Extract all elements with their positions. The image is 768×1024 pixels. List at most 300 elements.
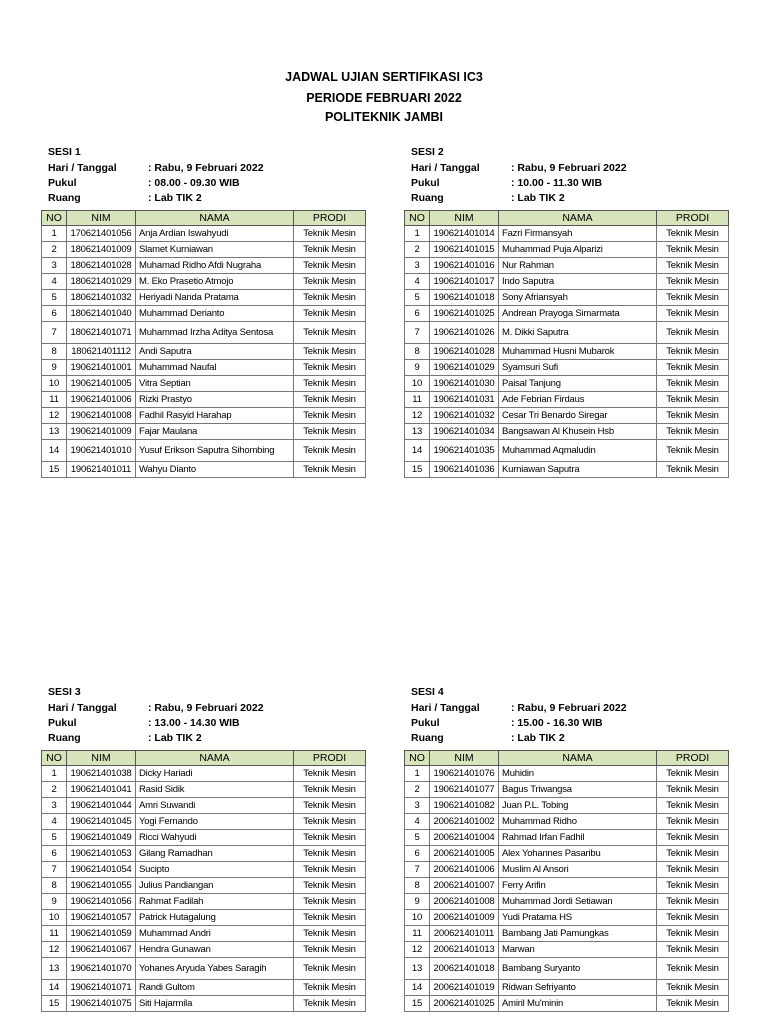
cell-nim: 170621401056 [67, 226, 136, 242]
cell-nama: Rahmat Fadilah [136, 894, 294, 910]
column-header-no: NO [405, 751, 430, 766]
cell-no: 10 [405, 376, 430, 392]
table-row [405, 814, 729, 830]
column-header-nim: NIM [67, 751, 136, 766]
cell-nim: 190621401057 [67, 910, 136, 926]
cell-no: 6 [42, 306, 67, 322]
table-row [42, 360, 366, 376]
cell-nama: Slamet Kurniawan [136, 242, 294, 258]
participants-table [404, 750, 729, 1012]
column-header-no: NO [42, 751, 67, 766]
cell-nim: 190621401017 [430, 274, 499, 290]
cell-prodi: Teknik Mesin [657, 408, 729, 424]
column-header-nama: NAMA [136, 751, 294, 766]
session-info [41, 146, 365, 210]
cell-nim: 190621401026 [430, 322, 499, 344]
cell-nim: 200621401018 [430, 958, 499, 980]
table-row [405, 958, 729, 980]
cell-nama: Heriyadi Nanda Pratama [136, 290, 294, 306]
cell-no: 13 [42, 958, 67, 980]
cell-nim: 180621401028 [67, 258, 136, 274]
cell-nama: Yohanes Aryuda Yabes Saragih [136, 958, 294, 980]
table-row [405, 226, 729, 242]
session-info [41, 686, 365, 750]
cell-nim: 190621401070 [67, 958, 136, 980]
cell-prodi: Teknik Mesin [294, 392, 366, 408]
table-row [42, 226, 366, 242]
cell-no: 13 [42, 424, 67, 440]
table-row [42, 942, 366, 958]
room-label: Ruang [48, 732, 81, 744]
cell-prodi: Teknik Mesin [657, 980, 729, 996]
table-row [42, 814, 366, 830]
cell-nama: Fajar Maulana [136, 424, 294, 440]
table-row [42, 322, 366, 344]
table-row [405, 392, 729, 408]
cell-prodi: Teknik Mesin [294, 926, 366, 942]
cell-no: 15 [405, 462, 430, 478]
table-row [405, 830, 729, 846]
table-row [42, 440, 366, 462]
cell-nim: 190621401056 [67, 894, 136, 910]
cell-nama: Andi Saputra [136, 344, 294, 360]
table-row [405, 424, 729, 440]
cell-nama: M. Dikki Saputra [499, 322, 657, 344]
cell-prodi: Teknik Mesin [294, 258, 366, 274]
cell-nim: 190621401045 [67, 814, 136, 830]
cell-nim: 190621401032 [430, 408, 499, 424]
cell-nama: Rizki Prastyo [136, 392, 294, 408]
session-title: SESI 3 [48, 686, 81, 698]
cell-nama: Sucipto [136, 862, 294, 878]
cell-no: 13 [405, 958, 430, 980]
cell-nim: 190621401029 [430, 360, 499, 376]
column-header-no: NO [42, 211, 67, 226]
table-row [405, 242, 729, 258]
cell-prodi: Teknik Mesin [657, 344, 729, 360]
cell-no: 2 [405, 242, 430, 258]
cell-prodi: Teknik Mesin [657, 392, 729, 408]
cell-no: 3 [42, 798, 67, 814]
cell-no: 13 [405, 424, 430, 440]
cell-no: 12 [42, 408, 67, 424]
document-title-line-1: JADWAL UJIAN SERTIFIKASI IC3 [285, 70, 483, 84]
cell-nama: Amiril Mu'minin [499, 996, 657, 1012]
table-row [405, 926, 729, 942]
cell-no: 2 [42, 782, 67, 798]
cell-prodi: Teknik Mesin [294, 814, 366, 830]
date-label: Hari / Tanggal [411, 162, 480, 174]
table-row [42, 846, 366, 862]
cell-nim: 190621401038 [67, 766, 136, 782]
date-label: Hari / Tanggal [48, 702, 117, 714]
table-row [405, 846, 729, 862]
cell-no: 3 [42, 258, 67, 274]
cell-nama: Yudi Pratama HS [499, 910, 657, 926]
cell-nim: 190621401005 [67, 376, 136, 392]
time-label: Pukul [411, 717, 440, 729]
table-row [42, 782, 366, 798]
cell-nama: Fazri Firmansyah [499, 226, 657, 242]
time-label: Pukul [48, 717, 77, 729]
cell-no: 15 [42, 462, 67, 478]
cell-prodi: Teknik Mesin [294, 274, 366, 290]
cell-prodi: Teknik Mesin [294, 226, 366, 242]
table-row [42, 290, 366, 306]
cell-prodi: Teknik Mesin [294, 322, 366, 344]
cell-nama: Fadhil Rasyid Harahap [136, 408, 294, 424]
cell-nim: 200621401009 [430, 910, 499, 926]
cell-nim: 200621401005 [430, 846, 499, 862]
cell-no: 10 [405, 910, 430, 926]
cell-prodi: Teknik Mesin [657, 942, 729, 958]
table-row [405, 440, 729, 462]
table-row [42, 344, 366, 360]
cell-nim: 190621401076 [430, 766, 499, 782]
cell-nim: 190621401049 [67, 830, 136, 846]
document-title-line-2: PERIODE FEBRUARI 2022 [306, 91, 462, 105]
cell-no: 6 [42, 846, 67, 862]
cell-prodi: Teknik Mesin [294, 846, 366, 862]
cell-no: 4 [405, 814, 430, 830]
cell-prodi: Teknik Mesin [294, 958, 366, 980]
table-row [42, 926, 366, 942]
cell-nama: Julius Pandiangan [136, 878, 294, 894]
cell-no: 1 [405, 226, 430, 242]
cell-nama: Ridwan Sefriyanto [499, 980, 657, 996]
participants-table [41, 750, 366, 1012]
cell-nim: 190621401028 [430, 344, 499, 360]
table-header-row [405, 211, 729, 226]
column-header-nim: NIM [67, 211, 136, 226]
table-row [42, 258, 366, 274]
cell-nim: 200621401019 [430, 980, 499, 996]
table-row [405, 878, 729, 894]
cell-no: 10 [42, 910, 67, 926]
cell-nim: 200621401004 [430, 830, 499, 846]
table-row [42, 392, 366, 408]
cell-nim: 190621401044 [67, 798, 136, 814]
cell-no: 1 [405, 766, 430, 782]
table-row [42, 798, 366, 814]
cell-nama: Muhammad Naufal [136, 360, 294, 376]
cell-nim: 200621401007 [430, 878, 499, 894]
cell-no: 8 [42, 344, 67, 360]
cell-nim: 200621401008 [430, 894, 499, 910]
date-value: : Rabu, 9 Februari 2022 [511, 702, 627, 714]
cell-prodi: Teknik Mesin [294, 878, 366, 894]
table-row [42, 274, 366, 290]
column-header-nama: NAMA [499, 751, 657, 766]
table-row [405, 766, 729, 782]
date-label: Hari / Tanggal [48, 162, 117, 174]
room-label: Ruang [48, 192, 81, 204]
cell-nama: Bangsawan Al Khusein Hsb [499, 424, 657, 440]
cell-prodi: Teknik Mesin [657, 360, 729, 376]
table-row [405, 376, 729, 392]
table-row [42, 242, 366, 258]
cell-prodi: Teknik Mesin [657, 958, 729, 980]
session-2 [404, 146, 728, 478]
cell-no: 11 [42, 926, 67, 942]
cell-prodi: Teknik Mesin [294, 798, 366, 814]
cell-no: 8 [405, 878, 430, 894]
cell-no: 14 [42, 440, 67, 462]
cell-nama: Sony Afriansyah [499, 290, 657, 306]
cell-prodi: Teknik Mesin [294, 306, 366, 322]
cell-prodi: Teknik Mesin [294, 862, 366, 878]
column-header-prodi: PRODI [294, 751, 366, 766]
cell-prodi: Teknik Mesin [657, 306, 729, 322]
cell-nama: Bagus Triwangsa [499, 782, 657, 798]
column-header-prodi: PRODI [294, 211, 366, 226]
participants-table [404, 210, 729, 478]
cell-no: 14 [42, 980, 67, 996]
cell-nama: Muhammad Andri [136, 926, 294, 942]
table-row [405, 306, 729, 322]
cell-prodi: Teknik Mesin [294, 782, 366, 798]
time-value: : 08.00 - 09.30 WIB [148, 177, 240, 189]
cell-no: 9 [42, 894, 67, 910]
cell-nim: 190621401006 [67, 392, 136, 408]
cell-no: 10 [42, 376, 67, 392]
cell-nama: Paisal Tanjung [499, 376, 657, 392]
cell-no: 7 [42, 322, 67, 344]
cell-no: 4 [42, 814, 67, 830]
cell-prodi: Teknik Mesin [294, 462, 366, 478]
session-title: SESI 2 [411, 146, 444, 158]
table-row [42, 408, 366, 424]
table-header-row [405, 751, 729, 766]
cell-prodi: Teknik Mesin [657, 926, 729, 942]
table-row [42, 462, 366, 478]
room-value: : Lab TIK 2 [511, 732, 565, 744]
cell-nama: Rasid Sidik [136, 782, 294, 798]
table-row [42, 878, 366, 894]
table-row [42, 862, 366, 878]
cell-no: 7 [405, 862, 430, 878]
table-row [405, 274, 729, 290]
cell-prodi: Teknik Mesin [294, 894, 366, 910]
cell-prodi: Teknik Mesin [657, 846, 729, 862]
cell-prodi: Teknik Mesin [294, 440, 366, 462]
cell-nim: 190621401041 [67, 782, 136, 798]
table-row [405, 980, 729, 996]
table-row [405, 408, 729, 424]
cell-prodi: Teknik Mesin [294, 830, 366, 846]
cell-nim: 190621401036 [430, 462, 499, 478]
cell-prodi: Teknik Mesin [657, 274, 729, 290]
table-row [42, 306, 366, 322]
cell-nim: 190621401059 [67, 926, 136, 942]
cell-prodi: Teknik Mesin [294, 344, 366, 360]
cell-nama: Muhamad Ridho Afdi Nugraha [136, 258, 294, 274]
cell-nim: 190621401035 [430, 440, 499, 462]
cell-nim: 200621401011 [430, 926, 499, 942]
cell-prodi: Teknik Mesin [657, 424, 729, 440]
cell-nama: Randi Gultom [136, 980, 294, 996]
cell-nama: Cesar Tri Benardo Siregar [499, 408, 657, 424]
cell-no: 4 [405, 274, 430, 290]
cell-nim: 200621401006 [430, 862, 499, 878]
time-label: Pukul [411, 177, 440, 189]
cell-nim: 190621401014 [430, 226, 499, 242]
cell-nim: 190621401025 [430, 306, 499, 322]
cell-nim: 190621401008 [67, 408, 136, 424]
cell-no: 2 [405, 782, 430, 798]
cell-nama: Hendra Gunawan [136, 942, 294, 958]
table-header-row [42, 211, 366, 226]
cell-no: 12 [42, 942, 67, 958]
room-value: : Lab TIK 2 [148, 732, 202, 744]
cell-nama: Siti Hajarmila [136, 996, 294, 1012]
participants-table [41, 210, 366, 478]
column-header-nim: NIM [430, 211, 499, 226]
cell-prodi: Teknik Mesin [657, 878, 729, 894]
table-row [42, 980, 366, 996]
cell-nama: Muhammad Aqmaludin [499, 440, 657, 462]
cell-nim: 180621401032 [67, 290, 136, 306]
table-row [405, 462, 729, 478]
cell-nim: 180621401029 [67, 274, 136, 290]
cell-no: 11 [405, 926, 430, 942]
cell-nim: 200621401025 [430, 996, 499, 1012]
table-row [42, 830, 366, 846]
cell-no: 1 [42, 226, 67, 242]
cell-nama: Gilang Ramadhan [136, 846, 294, 862]
cell-prodi: Teknik Mesin [657, 996, 729, 1012]
cell-nama: Muhammad Jordi Setiawan [499, 894, 657, 910]
cell-nama: Amri Suwandi [136, 798, 294, 814]
table-row [405, 290, 729, 306]
cell-no: 8 [42, 878, 67, 894]
column-header-nama: NAMA [136, 211, 294, 226]
cell-no: 7 [405, 322, 430, 344]
cell-nim: 190621401067 [67, 942, 136, 958]
cell-prodi: Teknik Mesin [294, 290, 366, 306]
date-value: : Rabu, 9 Februari 2022 [148, 702, 264, 714]
room-value: : Lab TIK 2 [148, 192, 202, 204]
column-header-no: NO [405, 211, 430, 226]
cell-nim: 180621401040 [67, 306, 136, 322]
session-4 [404, 686, 728, 1012]
cell-nama: Patrick Hutagalung [136, 910, 294, 926]
cell-no: 15 [42, 996, 67, 1012]
cell-nim: 190621401053 [67, 846, 136, 862]
cell-nim: 190621401010 [67, 440, 136, 462]
cell-nama: Muhammad Husni Mubarok [499, 344, 657, 360]
cell-nim: 190621401001 [67, 360, 136, 376]
cell-nim: 190621401054 [67, 862, 136, 878]
cell-no: 5 [405, 830, 430, 846]
cell-prodi: Teknik Mesin [657, 376, 729, 392]
time-value: : 15.00 - 16.30 WIB [511, 717, 603, 729]
cell-no: 5 [42, 830, 67, 846]
cell-nama: Indo Saputra [499, 274, 657, 290]
cell-nim: 190621401009 [67, 424, 136, 440]
cell-no: 11 [42, 392, 67, 408]
table-row [42, 958, 366, 980]
cell-prodi: Teknik Mesin [657, 226, 729, 242]
cell-no: 9 [405, 360, 430, 376]
document-title-line-3: POLITEKNIK JAMBI [324, 110, 444, 124]
cell-no: 11 [405, 392, 430, 408]
cell-nama: Ricci Wahyudi [136, 830, 294, 846]
cell-nama: Rahmad Irfan Fadhil [499, 830, 657, 846]
cell-prodi: Teknik Mesin [294, 424, 366, 440]
cell-nim: 190621401055 [67, 878, 136, 894]
cell-nim: 190621401011 [67, 462, 136, 478]
cell-nim: 190621401015 [430, 242, 499, 258]
cell-nama: M. Eko Prasetio Atmojo [136, 274, 294, 290]
cell-nama: Ade Febrian Firdaus [499, 392, 657, 408]
cell-no: 2 [42, 242, 67, 258]
time-value: : 10.00 - 11.30 WIB [511, 177, 603, 189]
cell-prodi: Teknik Mesin [657, 782, 729, 798]
cell-nim: 180621401071 [67, 322, 136, 344]
cell-nim: 190621401034 [430, 424, 499, 440]
cell-no: 1 [42, 766, 67, 782]
cell-no: 15 [405, 996, 430, 1012]
table-row [405, 322, 729, 344]
room-label: Ruang [411, 732, 444, 744]
table-row [405, 782, 729, 798]
session-info [404, 146, 728, 210]
cell-nama: Yogi Fernando [136, 814, 294, 830]
cell-prodi: Teknik Mesin [294, 766, 366, 782]
table-row [42, 376, 366, 392]
cell-prodi: Teknik Mesin [657, 830, 729, 846]
cell-nama: Alex Yohannes Pasaribu [499, 846, 657, 862]
date-value: : Rabu, 9 Februari 2022 [511, 162, 627, 174]
cell-prodi: Teknik Mesin [657, 894, 729, 910]
column-header-nama: NAMA [499, 211, 657, 226]
session-title: SESI 4 [411, 686, 444, 698]
cell-nim: 190621401075 [67, 996, 136, 1012]
cell-no: 8 [405, 344, 430, 360]
table-row [405, 942, 729, 958]
cell-prodi: Teknik Mesin [657, 290, 729, 306]
cell-nama: Yusuf Erikson Saputra Sihombing [136, 440, 294, 462]
cell-nama: Syamsuri Sufi [499, 360, 657, 376]
cell-nama: Bambang Jati Pamungkas [499, 926, 657, 942]
table-row [405, 996, 729, 1012]
cell-prodi: Teknik Mesin [657, 910, 729, 926]
cell-prodi: Teknik Mesin [657, 258, 729, 274]
cell-no: 12 [405, 942, 430, 958]
cell-nim: 200621401002 [430, 814, 499, 830]
table-row [405, 258, 729, 274]
cell-nim: 200621401013 [430, 942, 499, 958]
cell-nama: Juan P.L. Tobing [499, 798, 657, 814]
cell-prodi: Teknik Mesin [657, 242, 729, 258]
cell-nama: Dicky Hariadi [136, 766, 294, 782]
table-row [405, 862, 729, 878]
room-value: : Lab TIK 2 [511, 192, 565, 204]
cell-prodi: Teknik Mesin [657, 862, 729, 878]
cell-no: 3 [405, 258, 430, 274]
table-row [405, 360, 729, 376]
cell-no: 7 [42, 862, 67, 878]
session-title: SESI 1 [48, 146, 81, 158]
column-header-prodi: PRODI [657, 211, 729, 226]
cell-prodi: Teknik Mesin [294, 408, 366, 424]
cell-no: 12 [405, 408, 430, 424]
cell-nim: 190621401016 [430, 258, 499, 274]
room-label: Ruang [411, 192, 444, 204]
cell-prodi: Teknik Mesin [294, 996, 366, 1012]
cell-nama: Bambang Suryanto [499, 958, 657, 980]
